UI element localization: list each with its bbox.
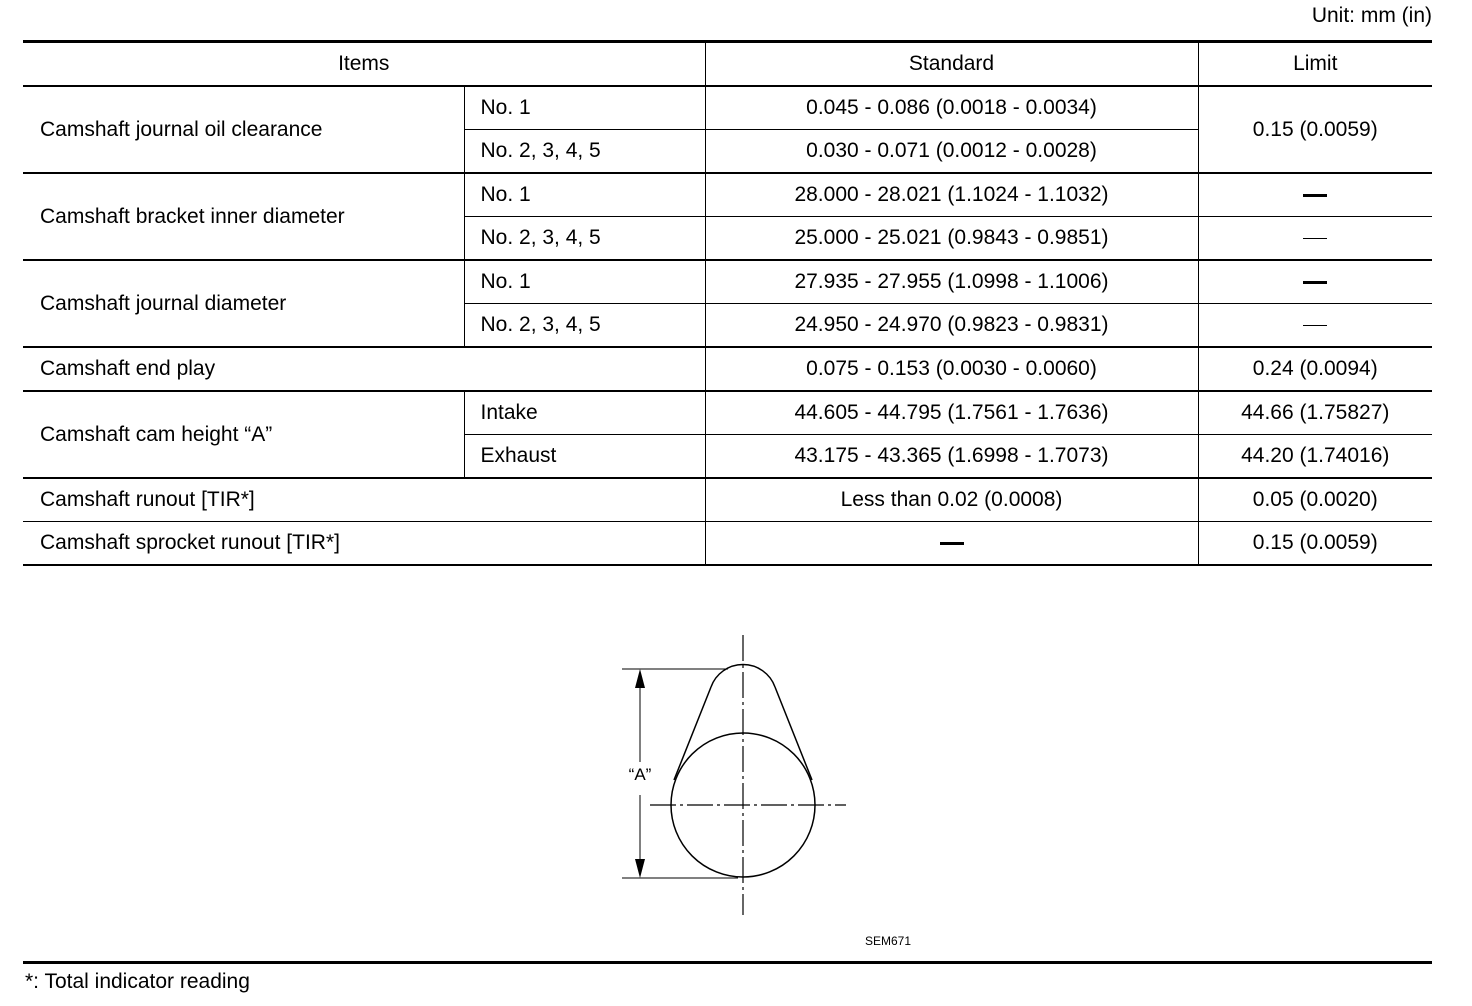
footnote: *: Total indicator reading [25, 970, 250, 993]
cam-height-diagram [600, 630, 860, 920]
table-row [23, 391, 1432, 435]
item-runout: Camshaft runout [TIR*] [23, 478, 705, 522]
dash-mark [1303, 194, 1327, 197]
limit-value [1198, 260, 1432, 304]
limit-value: 44.20 (1.74016) [1198, 435, 1432, 479]
sub-item: No. 2, 3, 4, 5 [464, 304, 705, 348]
standard-value: 0.075 - 0.153 (0.0030 - 0.0060) [705, 347, 1198, 391]
standard-value: 43.175 - 43.365 (1.6998 - 1.7073) [705, 435, 1198, 479]
sub-item: No. 2, 3, 4, 5 [464, 217, 705, 261]
limit-value [1198, 304, 1432, 348]
arrowhead-top [635, 669, 645, 688]
dash-mark [1303, 238, 1327, 240]
limit-value: 0.24 (0.0094) [1198, 347, 1432, 391]
item-journal-diameter: Camshaft journal diameter [23, 260, 464, 347]
standard-value: 44.605 - 44.795 (1.7561 - 1.7636) [705, 391, 1198, 435]
table-header-row [23, 42, 1432, 87]
standard-value: 27.935 - 27.955 (1.0998 - 1.1006) [705, 260, 1198, 304]
standard-value: 28.000 - 28.021 (1.1024 - 1.1032) [705, 173, 1198, 217]
table-row [23, 173, 1432, 217]
sub-item: No. 2, 3, 4, 5 [464, 130, 705, 174]
limit-value: 0.15 (0.0059) [1198, 86, 1432, 173]
arrowhead-bottom [635, 859, 645, 878]
item-sprocket-runout: Camshaft sprocket runout [TIR*] [23, 522, 705, 566]
dash-mark [940, 542, 964, 545]
sub-item: No. 1 [464, 173, 705, 217]
cam-flank-right [775, 687, 812, 780]
sub-item: Exhaust [464, 435, 705, 479]
standard-value: 25.000 - 25.021 (0.9843 - 0.9851) [705, 217, 1198, 261]
camshaft-spec-table [23, 40, 1432, 566]
unit-label: Unit: mm (in) [1311, 4, 1432, 27]
sub-item: No. 1 [464, 260, 705, 304]
header-items: Items [23, 42, 705, 87]
item-cam-height: Camshaft cam height “A” [23, 391, 464, 478]
standard-value: 24.950 - 24.970 (0.9823 - 0.9831) [705, 304, 1198, 348]
limit-value: 44.66 (1.75827) [1198, 391, 1432, 435]
limit-value: 0.05 (0.0020) [1198, 478, 1432, 522]
dash-mark [1303, 281, 1327, 284]
limit-value [1198, 217, 1432, 261]
header-limit: Limit [1198, 42, 1432, 87]
standard-value: Less than 0.02 (0.0008) [705, 478, 1198, 522]
table-row [23, 478, 1432, 522]
table-row [23, 86, 1432, 130]
sub-item: Intake [464, 391, 705, 435]
item-end-play: Camshaft end play [23, 347, 705, 391]
limit-value [1198, 173, 1432, 217]
table-row [23, 522, 1432, 566]
item-bracket-inner-diameter: Camshaft bracket inner diameter [23, 173, 464, 260]
dimension-label: “A” [628, 765, 652, 784]
header-standard: Standard [705, 42, 1198, 87]
limit-value: 0.15 (0.0059) [1198, 522, 1432, 566]
standard-value: 0.045 - 0.086 (0.0018 - 0.0034) [705, 86, 1198, 130]
standard-value [705, 522, 1198, 566]
table-row [23, 260, 1432, 304]
figure-code: SEM671 [865, 934, 912, 948]
table-row [23, 347, 1432, 391]
dash-mark [1303, 325, 1327, 327]
sub-item: No. 1 [464, 86, 705, 130]
footer-divider [23, 961, 1432, 964]
cam-flank-left [674, 687, 711, 780]
item-journal-oil-clearance: Camshaft journal oil clearance [23, 86, 464, 173]
standard-value: 0.030 - 0.071 (0.0012 - 0.0028) [705, 130, 1198, 174]
